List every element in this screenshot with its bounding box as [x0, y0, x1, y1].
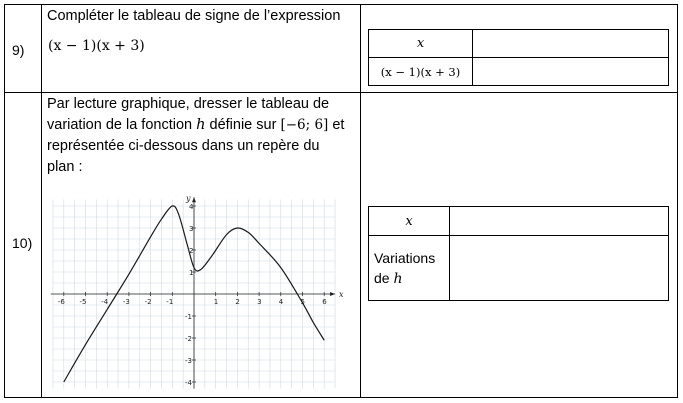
variations-word: Variations [374, 249, 436, 266]
x-tick-label: 6 [322, 298, 327, 306]
column-divider-number [41, 4, 42, 398]
function-graph [46, 186, 344, 396]
sign-table [368, 29, 669, 86]
x-tick-label: 3 [257, 298, 262, 306]
y-tick-label: 4 [189, 203, 194, 211]
y-tick-label: 2 [189, 247, 194, 255]
question-9-instruction: Compléter le tableau de signe de l’expression [47, 8, 341, 24]
question-9-expression: (x − 1)(x + 3) [48, 38, 145, 54]
y-tick-label: -2 [185, 335, 192, 343]
variation-table-variations-label [369, 236, 450, 301]
question-10-number: 10) [12, 235, 33, 251]
y-axis-label: y [186, 194, 191, 204]
y-tick-label: -3 [185, 357, 192, 365]
variation-table [368, 206, 669, 301]
x-tick-label: -6 [57, 298, 65, 306]
q10-text-a: variation de la fonction [47, 117, 193, 133]
sign-table-x-label: x [369, 30, 473, 58]
question-10-line-4: plan : [47, 159, 83, 175]
q10-function-name: h [196, 117, 206, 133]
column-divider-answer [360, 4, 361, 398]
variation-table-arrows-cell[interactable] [450, 236, 669, 301]
x-tick-label: 2 [235, 298, 240, 306]
exercise-sheet [4, 4, 678, 398]
question-9-number: 9) [12, 42, 25, 58]
row-divider [4, 92, 678, 93]
variation-table-x-label: x [369, 207, 450, 236]
sign-table-expr-label: (x − 1)(x + 3) [369, 58, 473, 86]
sign-table-x-cell[interactable] [473, 30, 669, 58]
sign-table-sign-cell[interactable] [473, 58, 669, 86]
y-tick-label: -4 [185, 379, 192, 387]
x-tick-label: 1 [213, 298, 219, 306]
y-tick-label: -1 [185, 313, 192, 321]
question-10-line-3: représentée ci-dessous dans un repère du [47, 138, 320, 154]
de-word: de [374, 269, 390, 286]
y-tick-label: 3 [189, 225, 194, 233]
y-axis-arrow [192, 197, 196, 202]
x-axis-label: x [339, 290, 344, 299]
x-tick-label: -3 [122, 298, 130, 306]
x-tick-label: -4 [101, 298, 109, 306]
q10-text-c: et [332, 117, 345, 133]
variation-table-x-cell[interactable] [450, 207, 669, 236]
q10-text-b: définie sur [209, 117, 277, 133]
x-axis-arrow [330, 292, 335, 296]
question-10-line-1: Par lecture graphique, dresser le tableau de [47, 96, 330, 112]
question-10-line-2 [47, 115, 344, 136]
x-tick-label: -5 [79, 298, 87, 306]
x-tick-label: -1 [166, 298, 174, 306]
y-tick-label: 1 [189, 269, 194, 277]
variations-function-name: h [393, 270, 403, 287]
x-tick-label: 5 [300, 298, 305, 306]
x-tick-label: 4 [278, 298, 284, 306]
q10-interval: [−6; 6] [280, 117, 329, 133]
x-tick-label: -2 [144, 298, 152, 306]
